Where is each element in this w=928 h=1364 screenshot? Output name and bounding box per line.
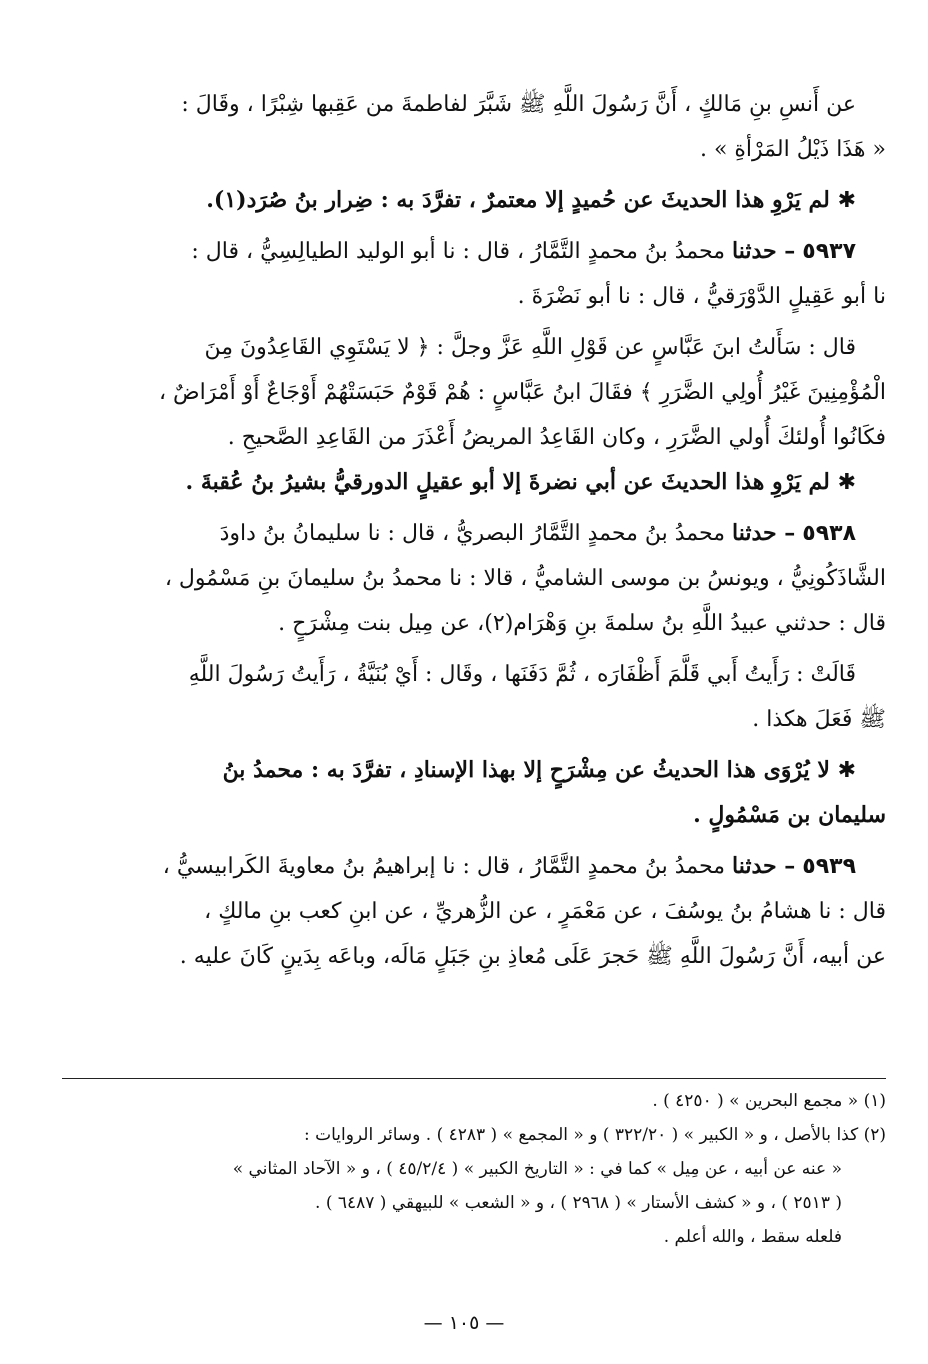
hadith-text: محمدُ بنُ محمدٍ التَّمَّارُ ، قال : نا إبراهيمُ بنُ معاويةَ الكَرابيسيُّ ، [162,854,725,879]
hadith-text: محمدُ بنُ محمدٍ التَّمَّارُ البصريُّ ، قال : نا سليمانُ بنُ داودَ [219,521,725,546]
hadith-5938-head [62,511,886,556]
main-text [62,82,886,979]
text-line: قال : نا هشامُ بنُ يوسُفَ ، عن مَعْمَرٍ ، عن الزُّهريِّ ، عن ابنِ كعب بنِ مالكٍ ، [204,899,886,924]
hadith-text: محمدُ بنُ محمدٍ التَّمَّارُ ، قال : نا أبو الوليد الطيالِسِيُّ ، قال : [191,239,725,264]
text-line: قال : سَأَلتُ ابنَ عَبَّاسٍ عن قَوْلِ اللَّهِ عَزَّ وجلَّ : ﴿ لا يَسْتَوِي القَاعِدُونَ مِنَ [204,335,856,360]
note-line: ✱ لم يَرْوِ هذا الحديثَ عن أبي نضرةَ إلا أبو عقيلٍ الدورقيُّ بشيرُ بنُ عُقبةَ . [185,469,856,495]
note-line: ✱ لا يُرْوَى هذا الحديثُ عن مِشْرَحٍ إلا بهذا الإسنادِ ، تفرَّدَ به : محمدُ بنُ [222,757,856,783]
hadith-heading: – حدثنا [732,520,796,546]
hadith-heading: – حدثنا [732,853,796,879]
text-line: عن أبيه، أَنَّ رَسُولَ اللَّهِ ﷺ حَجرَ عَلَى مُعاذِ بنِ جَبَلٍ مَالَه، وباعَه بِدَينٍ كَانَ عليه . [179,944,886,969]
text-line: الشَّاذَكُونِيُّ ، ويونسُ بن موسى الشاميُّ ، قالا : نا محمدُ بنُ سليمانَ بنِ مَسْمُول ، [164,566,886,591]
footnote-2: (٢) كذا بالأصل ، و « الكبير » ( ٣٢٢/٢٠ ) و « المجمع » ( ٤٢٨٣ ) . وسائر الروايات : [303,1125,886,1145]
hadith-heading: – حدثنا [732,238,796,264]
hadith-number: ٥٩٣٩ [802,854,856,879]
star-icon: ✱ [837,758,856,783]
note-line: ✱ لم يَرْوِ هذا الحديثَ عن حُميدٍ إلا معتمرٌ ، تفرَّدَ به : ضِرار بنُ صُرَد(١). [206,187,856,213]
star-icon: ✱ [837,188,856,213]
footnote-separator [62,1078,886,1079]
hadith-5937-head [62,229,886,274]
footnotes [62,1084,886,1254]
text-line: « هَذَا ذَيْلُ المَرْأةِ » . [699,137,886,162]
text-line: ﷺ فَعَلَ هكذا . [752,707,886,732]
footnote-1: (١) « مجمع البحرين » ( ٤٢٥٠ ) . [652,1091,886,1111]
footnote-2-line: ( ٢٥١٣ ) ، و « كشف الأستار » ( ٢٩٦٨ ) ، و « الشعب » للبيهقي ( ٦٤٨٧ ) . [315,1193,842,1213]
text-line: قال : حدثني عبيدُ اللَّهِ بنُ سلمةَ بنِ وَهْرَام(٢)، عن مِيل بنت مِشْرَحٍ . [278,611,886,636]
star-icon: ✱ [837,470,856,495]
hadith-number: ٥٩٣٨ [802,521,856,546]
text-line: عن أَنسِ بنِ مَالكٍ ، أَنَّ رَسُولَ اللَّهِ ﷺ شَبَّرَ لفاطمةَ من عَقِبها شِبْرًا ، وقَالَ : [181,92,856,117]
footnote-2-line: فلعله سقط ، والله أعلم . [663,1227,842,1247]
page-number: — ١٠٥ — [423,1312,505,1334]
hadith-5939-head [62,844,886,889]
hadith-number: ٥٩٣٧ [802,239,856,264]
text-line: الْمُؤْمِنِينَ غَيْرُ أُولِي الضَّرَرِ ﴾ فقَالَ ابنُ عَبَّاسٍ : هُمْ قَوْمٌ حَبَسَتْهُمْ أَوْجَاعٌ أَوْ أَمْرَاضٌ ، [158,380,886,405]
text-line: فكَانُوا أُولئكَ أُولي الضَّرَرِ ، وكان القَاعِدُ المريضُ أَعْذَرَ من القَاعِدِ الصَّحيحِ . [227,425,886,450]
text-line: نا أبو عَقِيلٍ الدَّوْرَقيُّ ، قال : نا أبو نَضْرَةَ . [517,284,886,309]
text-line: قَالَتْ : رَأَيتُ أَبي قَلَّمَ أَظْفَارَه ، ثُمَّ دَفَنَها ، وقَال : أَيْ بُنَيَّةُ ، رَأَيتُ رَسُولَ اللَّهِ [188,662,856,687]
footnote-2-line: « عنه عن أبيه ، عن مِيل » كما في : « التاريخ الكبير » ( ٤٥/٢/٤ ) ، و « الآحاد المثاني » [232,1159,842,1179]
note-line: سليمان بن مَسْمُولٍ . [693,802,886,828]
